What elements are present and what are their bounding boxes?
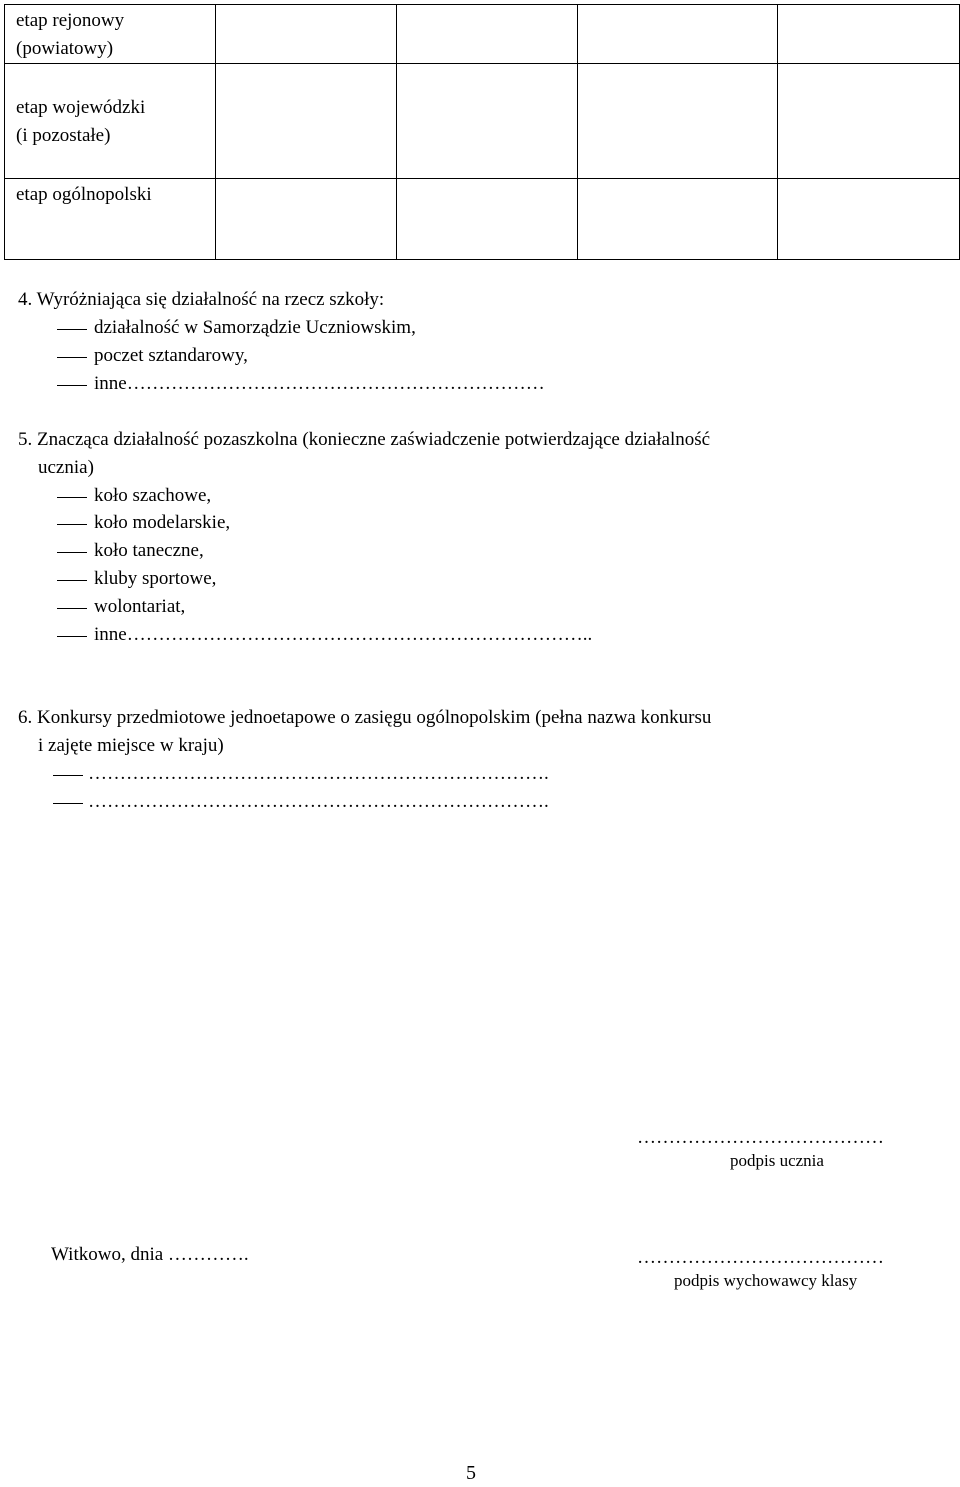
table-cell[interactable]	[397, 179, 578, 260]
list-item: koło szachowe,	[94, 485, 212, 506]
section5-heading-continued: uczniа)	[38, 457, 94, 478]
student-signature-label: podpis ucznia	[730, 1151, 824, 1170]
table-cell[interactable]	[397, 64, 578, 179]
student-signature-line[interactable]: …………………………………	[637, 1127, 884, 1148]
row-label: etap wojewódzki (i pozostałe)	[5, 64, 216, 179]
table-row	[5, 179, 960, 260]
list-item: inne………………………………………………………………..	[94, 624, 593, 645]
dash-bullet	[57, 608, 87, 609]
table-cell[interactable]	[778, 179, 960, 260]
page-number: 5	[466, 1462, 476, 1484]
section4-heading: 4. Wyróżniająca się działalność na rzecz szkoły:	[18, 289, 385, 310]
table-cell[interactable]	[578, 5, 778, 64]
table-cell[interactable]	[578, 179, 778, 260]
row-label: etap rejonowy (powiatowy)	[5, 5, 216, 64]
list-item: poczet sztandarowy,	[94, 345, 248, 366]
results-table	[4, 4, 960, 260]
table-cell[interactable]	[578, 64, 778, 179]
section6-heading-continued: i zajęte miejsce w kraju)	[38, 735, 224, 756]
list-item: inne…………………………………………………………	[94, 373, 545, 394]
dash-bullet	[53, 803, 83, 804]
teacher-signature-label: podpis wychowawcy klasy	[674, 1271, 858, 1290]
dash-bullet	[57, 329, 87, 330]
dash-bullet	[57, 497, 87, 498]
table-cell[interactable]	[216, 64, 397, 179]
table-cell[interactable]	[216, 5, 397, 64]
dash-bullet	[57, 552, 87, 553]
list-item: działalność w Samorządzie Uczniowskim,	[94, 317, 416, 338]
table-row	[5, 5, 960, 64]
table-row	[5, 64, 960, 179]
list-item: koło taneczne,	[94, 540, 204, 561]
section5-heading: 5. Znacząca działalność pozaszkolna (konieczne zaświadczenie potwierdzające działalność	[18, 429, 711, 450]
fill-line[interactable]: ……………………………………………………………….	[88, 791, 549, 812]
table-cell[interactable]	[778, 5, 960, 64]
list-item: wolontariat,	[94, 596, 186, 617]
dash-bullet	[57, 636, 87, 637]
table-cell[interactable]	[216, 179, 397, 260]
dash-bullet	[57, 524, 87, 525]
teacher-signature-line[interactable]: …………………………………	[637, 1247, 884, 1268]
list-item: koło modelarskie,	[94, 512, 231, 533]
dash-bullet	[53, 775, 83, 776]
fill-line[interactable]: ……………………………………………………………….	[88, 763, 549, 784]
dash-bullet	[57, 357, 87, 358]
dash-bullet	[57, 385, 87, 386]
row-label: etap ogólnopolski	[5, 179, 216, 260]
table-cell[interactable]	[778, 64, 960, 179]
table-cell[interactable]	[397, 5, 578, 64]
place-date[interactable]: Witkowo, dnia ………….	[51, 1244, 249, 1265]
dash-bullet	[57, 580, 87, 581]
section6-heading: 6. Konkursy przedmiotowe jednoetapowe o zasięgu ogólnopolskim (pełna nazwa konkursu	[18, 707, 712, 728]
list-item: kluby sportowe,	[94, 568, 217, 589]
